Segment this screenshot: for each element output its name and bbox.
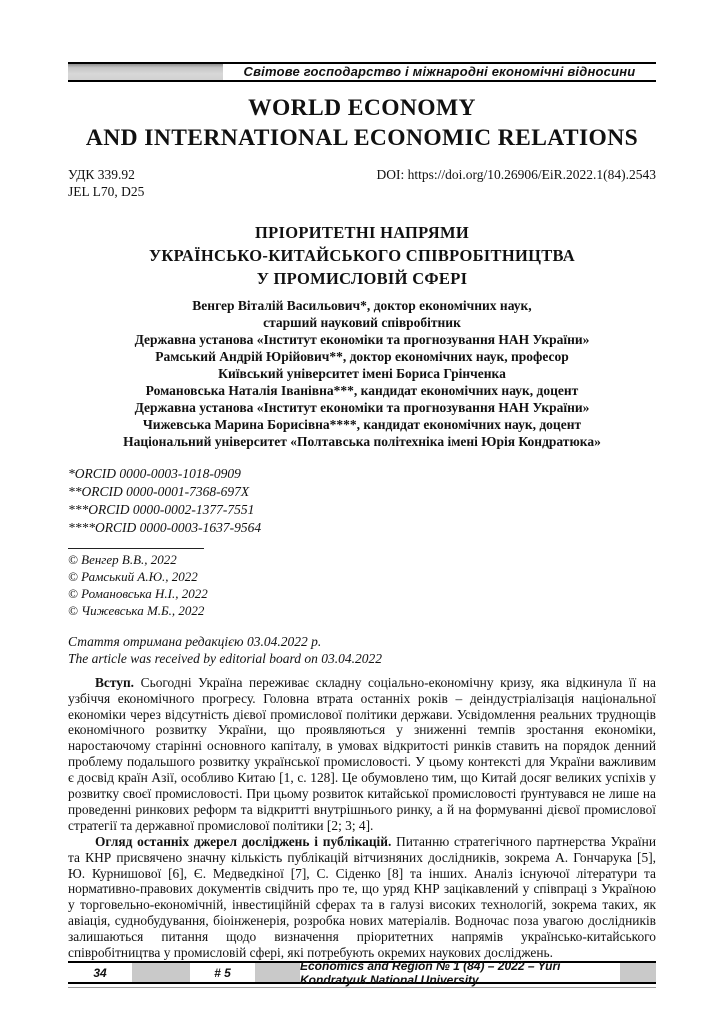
udc-code: УДК 339.92 [68,166,135,182]
received-block [68,633,656,667]
paragraph-lead: Вступ. [95,674,135,690]
author-line: Венгер Віталій Васильович*, доктор економічних наук, [192,297,532,313]
footer-underline [68,987,656,988]
article-title-line: УКРАЇНСЬКО-КИТАЙСЬКОГО СПІВРОБІТНИЦТВА [148,245,576,265]
section-header-bar [68,62,656,82]
orcid-line: ****ORCID 0000-0003-1637-9564 [68,519,262,535]
paragraph-lead: Огляд останніх джерел досліджень і публікацій. [95,833,392,849]
classification-codes [68,166,144,200]
issue-number: # 5 [214,965,231,980]
footer-gray-box [620,963,656,982]
journal-title [68,93,656,153]
section-header-gray-box [68,64,223,80]
article-title-line: ПРІОРИТЕТНІ НАПРЯМИ [255,222,469,242]
orcid-line: **ORCID 0000-0001-7368-697X [68,483,250,499]
orcid-block [68,465,656,537]
article-title-line: У ПРОМИСЛОВІЙ СФЕРІ [256,268,468,288]
author-affiliation: Державна установа «Інститут економіки та прогнозування НАН України» [134,331,590,347]
journal-title-line1: WORLD ECONOMY [248,94,476,121]
received-date-en: The article was received by editorial board on 03.04.2022 [68,650,382,666]
jel-code: JEL L70, D25 [68,183,145,199]
paragraph-text: Сьогодні Україна переживає складну соціально-економічну кризу, яка відкинула її на узбіччя економічного прогресу. Головна втрата останніх років – деіндустріалізація національної економіки через відсутність дієвої промислової політики держави. Усвідомлення реальних труднощів економічного розвитку України, що проявляються у зниженні темпів зростання економіки, наростаючому старінні основного капіталу, в умовах відкритості ринків ставить на порядок денний проблему подальшого розвитку української промисловості. У цьому контексті для України важливим є досвід країн Азії, особливо Китаю [1, с. 128]. Це обумовлено тим, що Китай досяг великих успіхів у розвитку своєї промисловості. При цьому розвиток китайської промисловості ґрунтувався не лише на проведенні ринкових реформ та відкритті внутрішнього ринку, а й на формуванні дієвої промислової стратегії та державної промислової політики [2; 3; 4]. [68,674,656,833]
footer-gray-box [132,963,190,982]
received-date-uk: Стаття отримана редакцією 03.04.2022 р. [68,633,322,649]
orcid-line: ***ORCID 0000-0002-1377-7551 [68,501,255,517]
author-affiliation: Державна установа «Інститут економіки та прогнозування НАН України» [134,399,590,415]
footer-bar [68,958,656,987]
page-number: 34 [93,965,107,980]
copyright-line: © Венгер В.В., 2022 [68,551,177,567]
copyright-divider-line [68,548,204,549]
article-title [68,221,656,290]
author-line: старший науковий співробітник [263,314,461,330]
section-header-title: Світове господарство і міжнародні економічні відносини [243,64,636,80]
meta-row [68,166,656,200]
copyright-line: © Чижевська М.Б., 2022 [68,602,205,618]
footer-gray-box [255,963,300,982]
copyright-line: © Рамський А.Ю., 2022 [68,568,198,584]
authors-block [68,297,656,450]
author-line: Рамський Андрій Юрійович**, доктор економічних наук, професор [155,348,569,364]
copyright-block [68,551,656,619]
article-body [68,675,656,961]
paragraph-text: Питанню стратегічного партнерства України та КНР присвячено значну кількість публікацій вітчизняних дослідників, зокрема А. Гончарука [5], Ю. Курнишової [6], Є. Медведкіної [7], С. Сіденко [8] та інших. Аналіз існуючої літератури та нормативно-правових документів свідчить про те, що уряд КНР зацікавлений у співпраці з Україною у торговельно-економічній, інвестиційній сферах та в галузі високих технологій, зокрема таких, як авіація, суднобудування, біоінженерія, розробка нових матеріалів. Водночас поза увагою дослідників залишаються питання щодо визначення пріоритетних напрямів українсько-китайського співробітництва у промисловій сфері, які потребують окремих наукових досліджень. [68,833,656,961]
paragraph-literature-review [68,834,656,961]
author-line: Чижевська Марина Борисівна****, кандидат економічних наук, доцент [142,416,582,432]
paragraph-introduction [68,675,656,834]
page-footer [68,958,656,988]
author-affiliation: Національний університет «Полтавська політехніка імені Юрія Кондратюка» [123,433,601,449]
author-affiliation: Київський університет імені Бориса Грінченка [218,365,506,381]
copyright-line: © Романовська Н.І., 2022 [68,585,208,601]
doi-text: DOI: https://doi.org/10.26906/EiR.2022.1(84).2543 [376,166,656,182]
author-line: Романовська Наталія Іванівна***, кандидат економічних наук, доцент [145,382,579,398]
orcid-line: *ORCID 0000-0003-1018-0909 [68,465,241,481]
journal-title-line2: AND INTERNATIONAL ECONOMIC RELATIONS [85,124,639,151]
footer-journal-line: Economics and Region № 1 (84) – 2022 – Yuri Kondratyuk National University [300,958,561,987]
